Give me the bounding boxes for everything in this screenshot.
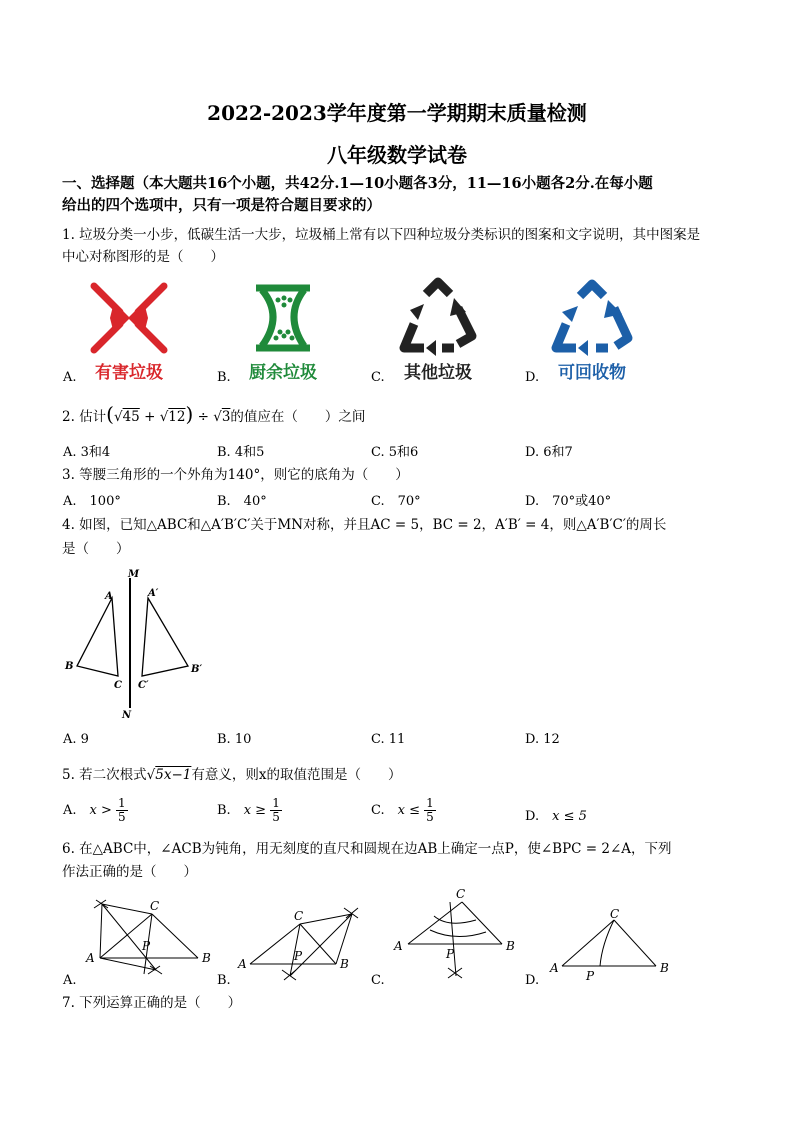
label-b-prime: B′ — [191, 664, 203, 675]
label-a: A — [105, 591, 113, 602]
q1-option-c: C. — [371, 370, 385, 385]
svg-text:P: P — [294, 949, 303, 963]
q4-option-c: C. 11 — [371, 732, 406, 747]
q6-option-c: C. — [371, 973, 385, 988]
harmful-waste-label: 有害垃圾 — [95, 363, 163, 383]
q4-symmetry-figure — [60, 566, 210, 722]
svg-text:B: B — [202, 951, 211, 965]
svg-text:A: A — [550, 961, 559, 975]
q2-option-b: B. 4和5 — [217, 445, 265, 460]
page-subtitle: 八年级数学试卷 — [327, 143, 467, 167]
section-heading-line2: 给出的四个选项中，只有一项是符合题目要求的） — [62, 197, 381, 214]
q1-option-d: D. — [525, 370, 540, 385]
label-c-prime: C′ — [138, 680, 149, 691]
q2-option-d: D. 6和7 — [525, 445, 573, 460]
q2-option-a: A. 3和4 — [63, 445, 111, 460]
q5-option-a: A. x > $\frac{1}{5}$ — [63, 796, 126, 824]
sqrt-3: √3 — [213, 409, 231, 425]
svg-text:C: C — [150, 899, 160, 913]
q6-line2: 作法正确的是（ ） — [62, 864, 197, 880]
q5-suffix: 有意义，则x的取值范围是（ ） — [191, 767, 402, 783]
section-heading-line1: 一、选择题（本大题共16个小题，共42分.1—10小题各3分，11—16小题各2分.在每小题 — [62, 175, 653, 192]
q5-option-d: D. x ≤ 5 — [525, 809, 587, 824]
q7-stem: 7. 下列运算正确的是（ ） — [62, 995, 242, 1011]
q4-option-a: A. 9 — [63, 732, 89, 747]
q6-option-d: D. — [525, 973, 540, 988]
kitchen-waste-icon — [234, 278, 334, 384]
page-title: 2022-2023学年度第一学期期末质量检测 — [207, 101, 587, 125]
q2-stem: 2. 估计(√45 + √12) ÷ √3的值应在（ ）之间 — [62, 402, 366, 426]
sqrt-5x-1: √5x−1 — [146, 767, 192, 783]
q4-line1: 4. 如图，已知△ABC和△A′B′C′关于MN对称，并且AC = 5，BC = 2，A′B′ = 4，则△A′B′C′的周长 — [62, 517, 667, 533]
q3-option-d: D. 70°或40° — [525, 494, 612, 509]
svg-text:B: B — [660, 961, 669, 975]
q3-option-b: B. 40° — [217, 494, 267, 509]
q1-option-b: B. — [217, 370, 231, 385]
q1-line1: 1. 垃圾分类一小步，低碳生活一大步，垃圾桶上常有以下四种垃圾分类标识的图案和文字说明，其中图案是 — [62, 227, 701, 243]
q4-option-b: B. 10 — [217, 732, 252, 747]
harmful-waste-icon — [80, 278, 180, 384]
recyclable-icon — [542, 278, 642, 384]
triangle-abc — [77, 598, 118, 676]
q6-figure-c — [390, 884, 520, 984]
svg-text:A: A — [238, 957, 247, 971]
q2-prefix: 2. 估计 — [62, 409, 107, 425]
q1-line2: 中心对称图形的是（ ） — [62, 249, 224, 265]
other-waste-icon — [388, 274, 488, 384]
sqrt-12: √12 — [159, 409, 186, 425]
svg-text:P: P — [446, 947, 455, 961]
svg-text:C: C — [610, 907, 620, 921]
label-a-prime: A′ — [148, 588, 159, 599]
svg-text:A: A — [86, 951, 95, 965]
label-b: B — [65, 661, 74, 672]
q5-option-b: B. x ≥ $\frac{1}{5}$ — [217, 796, 280, 824]
q2-suffix: 的值应在（ ）之间 — [230, 409, 366, 425]
q5-option-c: C. x ≤ $\frac{1}{5}$ — [371, 796, 434, 824]
kitchen-waste-label: 厨余垃圾 — [249, 363, 317, 383]
q4-option-d: D. 12 — [525, 732, 560, 747]
q6-figure-a — [80, 892, 220, 978]
q5-prefix: 5. 若二次根式 — [62, 767, 147, 783]
svg-text:B: B — [340, 957, 349, 971]
q3-option-c: C. 70° — [371, 494, 421, 509]
q5-stem — [62, 764, 742, 786]
q3-option-a: A. 100° — [63, 494, 121, 509]
q6-figure-b — [236, 904, 376, 982]
svg-text:B: B — [506, 939, 515, 953]
sqrt-45: √45 — [113, 409, 140, 425]
svg-text:A: A — [394, 939, 403, 953]
q3-stem: 3. 等腰三角形的一个外角为140°，则它的底角为（ ） — [62, 467, 409, 483]
other-waste-label: 其他垃圾 — [404, 363, 472, 383]
q6-option-a: A. — [63, 973, 77, 988]
q6-figure-d — [546, 906, 676, 986]
label-n: N — [122, 710, 132, 721]
q6-option-b: B. — [217, 973, 231, 988]
q2-option-c: C. 5和6 — [371, 445, 419, 460]
svg-text:P: P — [142, 939, 151, 953]
svg-text:C: C — [456, 887, 466, 901]
q1-option-a: A. — [63, 370, 77, 385]
recyclable-label: 可回收物 — [558, 363, 626, 383]
svg-text:P: P — [586, 969, 595, 983]
label-m: M — [128, 569, 140, 580]
triangle-a2b2c2 — [142, 598, 188, 676]
svg-text:C: C — [294, 909, 304, 923]
q6-line1: 6. 在△ABC中，∠ACB为钝角，用无刻度的直尺和圆规在边AB上确定一点P，使∠BPC = 2∠A，下列 — [62, 841, 672, 857]
label-c: C — [114, 680, 122, 691]
q4-line2: 是（ ） — [62, 541, 130, 557]
